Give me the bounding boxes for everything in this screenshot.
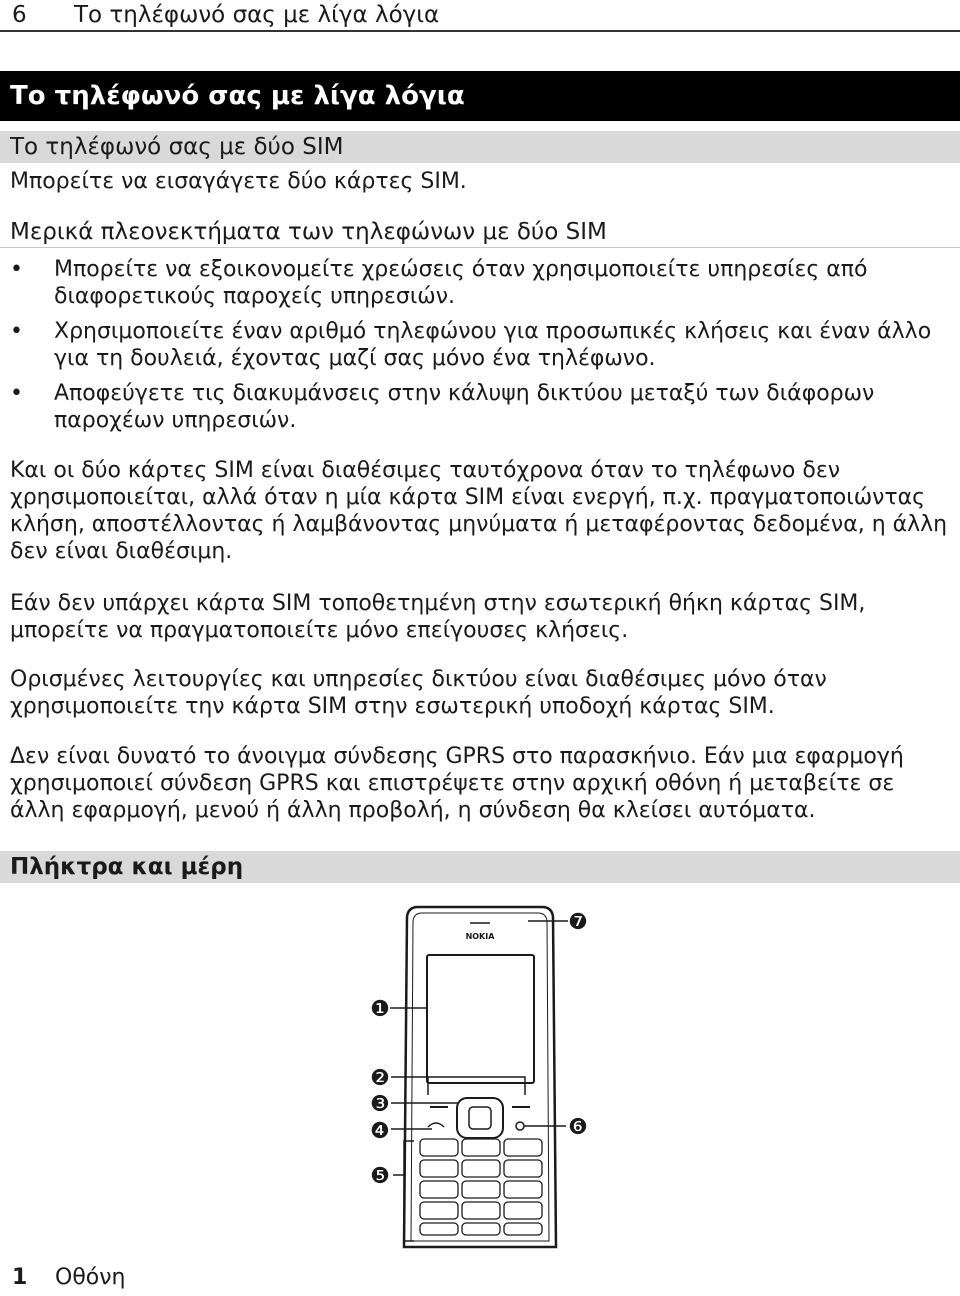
phone-brand-logo: NOKIA [465, 932, 495, 941]
running-header [0, 0, 960, 32]
paragraph: Και οι δύο κάρτες SIM είναι διαθέσιμες ταυτόχρονα όταν το τηλέφωνο δεν χρησιμοποιείται, αλλά όταν η μία κάρτα SIM είναι ενεργή, π.χ. πραγματοποιώντας κλήση, αποστέλλοντας ή λαμβάνοντας μηνύματα ή μεταφέροντας δεδομένα, η άλλη δεν είναι διαθέσιμη. [10, 458, 948, 564]
callout-marker: ❸ [370, 1092, 390, 1117]
bullet-dot: • [10, 257, 23, 282]
legend-label: Οθόνη [55, 1265, 126, 1290]
legend-number: 1 [12, 1265, 28, 1290]
phone-diagram [0, 895, 960, 1275]
running-title: Το τηλέφωνό σας με λίγα λόγια [74, 2, 440, 28]
chapter-title: Το τηλέφωνό σας με λίγα λόγια [0, 71, 960, 121]
paragraph: Δεν είναι δυνατό το άνοιγμα σύνδεσης GPRS στο παρασκήνιο. Εάν μια εφαρμογή χρησιμοποιεί σύνδεση GPRS και επιστρέψετε στην αρχική οθόνη ή μεταβείτε σε άλλη εφαρμογή, μενού ή άλλη προβολή, η σύνδεση θα κλείσει αυτόματα. [10, 744, 904, 823]
section-title-dual-sim: Το τηλέφωνό σας με δύο SIM [0, 131, 960, 163]
callout-marker: ❺ [370, 1164, 390, 1189]
callout-marker: ❶ [370, 997, 390, 1022]
callout-marker: ❹ [370, 1119, 390, 1144]
bullet-dot: • [10, 381, 23, 406]
paragraph: Ορισμένες λειτουργίες και υπηρεσίες δικτύου είναι διαθέσιμες μόνο όταν χρησιμοποιείτε την κάρτα SIM στην εσωτερική υποδοχή κάρτας SIM. [10, 667, 827, 719]
benefits-title: Μερικά πλεονεκτήματα των τηλεφώνων με δύο SIM [0, 219, 960, 248]
callout-marker: ❷ [370, 1066, 390, 1091]
bullet-dot: • [10, 319, 23, 344]
dual-sim-intro: Μπορείτε να εισαγάγετε δύο κάρτες SIM. [10, 169, 467, 194]
paragraph: Εάν δεν υπάρχει κάρτα SIM τοποθετημένη στην εσωτερική θήκη κάρτας SIM, μπορείτε να πραγματοποιείτε μόνο επείγουσες κλήσεις. [10, 591, 866, 643]
callout-marker: ❻ [568, 1115, 588, 1140]
page-number: 6 [12, 2, 27, 28]
section-title-keys: Πλήκτρα και μέρη [0, 851, 960, 883]
callout-marker: ❼ [568, 910, 588, 935]
